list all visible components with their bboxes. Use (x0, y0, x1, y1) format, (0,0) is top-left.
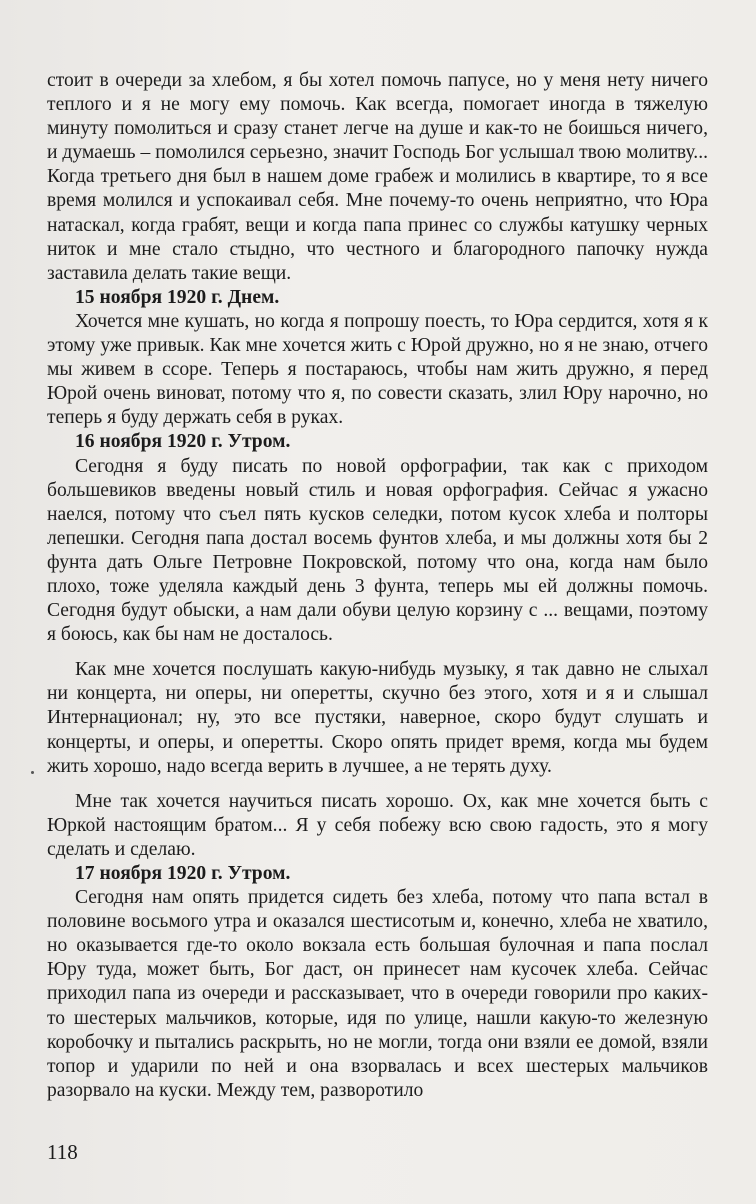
paragraph-nov-16-a: Сегодня я буду писать по новой орфографии, так как с приходом большевиков введены новый стиль и новая орфография. Сейчас я ужасно наелся, потому что съел пять кусков селедки, потом кусок хлеба и полторы лепешки. Сегодня папа достал восемь фунтов хлеба, и мы должны хотя бы 2 фунта дать Ольге Петровне Покровской, потому что она, когда нам было плохо, тоже уделяла каждый день 3 фунта, теперь мы ей должны помочь. Сегодня будут обыски, а нам дали обуви целую корзину с ... вещами, поэтому я боюсь, как бы нам не досталось. (47, 455, 708, 646)
paragraph-continued: стоит в очереди за хлебом, я бы хотел помочь папусе, но у меня нету ничего теплого и я не могу ему помочь. Как всегда, помогает иногда в тяжелую минуту помолиться и сразу станет легче на душе и как-то не боишься ничего, и думаешь – помолился серьезно, значит Господь Бог услышал твою молитву... Когда третьего дня был в нашем доме грабеж и молились в квартире, то я все время молился и успокаивал себя. Мне почему-то очень неприятно, что Юра натаскал, когда грабят, вещи и когда папа принес со службы катушку черных ниток и мне стало стыдно, что честного и благородного папочку нужда заставила делать такие вещи. (47, 70, 708, 284)
entry-heading-nov-15: 15 ноября 1920 г. Днем. (75, 286, 280, 308)
page-body (47, 69, 708, 1103)
paragraph-nov-16-b: Как мне хочется послушать какую-нибудь музыку, я так давно не слыхал ни концерта, ни оперы, ни оперетты, скучно без этого, хотя и я и слышал Интернационал; ну, это все пустяки, наверное, скоро будут слушать и концерты, и оперы, и оперетты. Скоро опять придет время, когда мы будем жить хорошо, надо всегда верить в лучшее, а не терять духу. (47, 659, 708, 777)
page-number: 118 (47, 1140, 78, 1164)
paragraph-nov-17: Сегодня нам опять придется сидеть без хлеба, потому что папа встал в половине восьмого утра и оказался шестисотым и, конечно, хлеба не хватило, но оказывается где-то около вокзала есть большая булочная и папа послал Юру туда, может быть, Бог даст, он принесет нам кусочек хлеба. Сейчас приходил папа из очереди и рассказывает, что в очереди говорили про каких-то шестерых мальчиков, которые, идя по улице, нашли какую-то железную коробочку и пытались раскрыть, но не могли, тогда они взяли ее домой, взяли топор и ударили по ней и она взорвалась и всех шестерых мальчиков разорвало на куски. Между тем, разворотило (47, 887, 708, 1101)
entry-heading-nov-16: 16 ноября 1920 г. Утром. (75, 431, 291, 453)
print-speck (31, 771, 34, 774)
entry-heading-nov-17: 17 ноября 1920 г. Утром. (75, 863, 291, 884)
paragraph-nov-16-c: Мне так хочется научиться писать хорошо. Ох, как мне хочется быть с Юркой настоящим братом... Я у себя побежу всю свою гадость, это я могу сделать и сделаю. (47, 790, 708, 860)
paragraph-nov-15: Хочется мне кушать, но когда я попрошу поесть, то Юра сердится, хотя я к этому уже привык. Как мне хочется жить с Юрой дружно, но я не знаю, отчего мы живем в ссоре. Теперь я постараюсь, чтобы нам жить дружно, я перед Юрой очень виноват, потому что я, по совести сказать, злил Юру нарочно, но теперь я буду держать себя в руках. (47, 310, 708, 429)
